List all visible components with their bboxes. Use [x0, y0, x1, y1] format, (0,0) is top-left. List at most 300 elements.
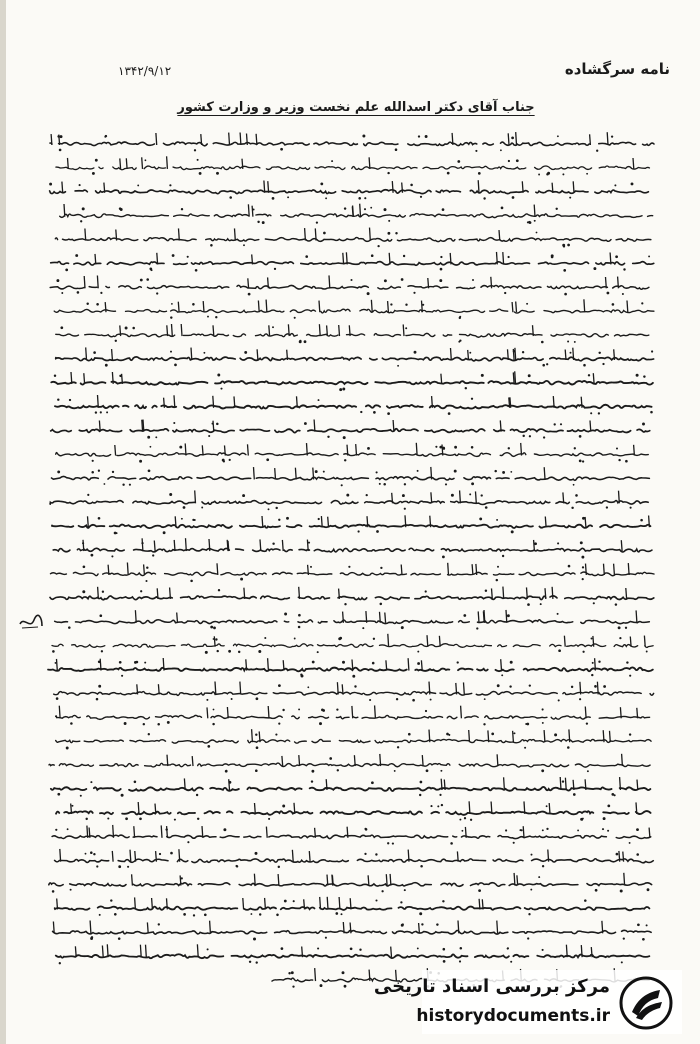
ink-dot [375, 899, 377, 901]
ink-dot [150, 446, 152, 448]
ink-dot [541, 341, 544, 344]
ink-stroke [401, 565, 402, 576]
ink-dot [543, 436, 545, 438]
ink-dot [527, 221, 529, 223]
ink-dot [472, 279, 474, 281]
ink-dot [598, 352, 600, 354]
ink-stroke [545, 517, 546, 528]
ink-dot [171, 303, 173, 305]
ink-dot [268, 818, 270, 820]
ink-dot [538, 876, 540, 878]
ink-dot [542, 722, 544, 724]
ink-dot [557, 542, 559, 544]
ink-stroke [630, 637, 631, 647]
ink-stroke [229, 133, 230, 145]
ink-dot [213, 626, 216, 629]
ink-dot [590, 412, 592, 414]
ink-stroke [102, 946, 103, 958]
ink-stroke [201, 134, 202, 145]
ink-stroke [636, 802, 637, 814]
ink-dot [294, 638, 296, 640]
ink-dot [364, 197, 366, 199]
ink-dot [299, 340, 302, 343]
ink-stroke [152, 898, 153, 909]
ink-stroke [295, 468, 296, 480]
ink-stroke [328, 517, 329, 528]
ink-stroke [380, 612, 381, 623]
ink-dot [54, 374, 56, 376]
ink-dot [528, 913, 530, 915]
ink-dot [57, 470, 60, 473]
ink-dot [208, 435, 210, 437]
ink-dot [478, 889, 481, 892]
ink-dot [554, 423, 556, 425]
ink-dot [485, 590, 487, 592]
handwritten-line [56, 166, 650, 170]
ink-stroke [260, 539, 261, 551]
ink-dot [529, 221, 532, 224]
ink-dot [367, 447, 370, 450]
ink-stroke [157, 588, 158, 599]
ink-stroke [393, 420, 394, 432]
ink-dot [286, 517, 289, 520]
ink-stroke [464, 682, 465, 694]
ink-stroke [552, 587, 553, 599]
ink-stroke [337, 682, 338, 694]
ink-stroke [252, 729, 253, 742]
ink-dot [557, 613, 559, 615]
ink-dot [98, 517, 101, 520]
ink-stroke [246, 659, 247, 670]
ink-dot [420, 781, 423, 784]
ink-stroke [491, 277, 492, 289]
ink-dot [460, 947, 463, 950]
ink-dot [526, 303, 528, 305]
ink-dot [323, 471, 325, 473]
ink-dot [258, 650, 261, 653]
ink-dot [85, 853, 87, 855]
ink-dot [316, 221, 318, 223]
ink-stroke [313, 468, 314, 480]
ink-stroke [516, 302, 517, 313]
watermark-url: historydocuments.ir [416, 1006, 610, 1026]
ink-dot [479, 517, 482, 520]
ink-dot [584, 899, 587, 902]
ink-dot [475, 150, 477, 152]
ink-dot [450, 842, 453, 845]
ink-dot [534, 542, 537, 545]
ink-dot [93, 351, 96, 354]
ink-dot [648, 255, 650, 257]
ink-dot [626, 661, 628, 663]
ink-dot [619, 637, 621, 639]
handwritten-line [49, 763, 650, 767]
ink-dot [556, 208, 558, 210]
ink-stroke [369, 970, 370, 982]
ink-stroke [164, 398, 165, 408]
ink-dot [575, 494, 578, 497]
ink-dot [568, 565, 571, 568]
ink-stroke [327, 325, 328, 336]
ink-dot [282, 805, 285, 808]
ink-dot [454, 446, 457, 449]
document-date: ۱۳۴۲/۹/۱۲ [118, 64, 172, 78]
ink-stroke [339, 325, 340, 336]
ink-dot [139, 817, 142, 820]
ink-dot [464, 817, 466, 819]
ink-stroke [503, 587, 504, 599]
ink-dot [70, 889, 72, 891]
ink-stroke [442, 445, 443, 456]
ink-stroke [135, 851, 136, 862]
ink-stroke [391, 947, 392, 958]
ink-dot [502, 471, 505, 474]
ink-stroke [248, 204, 249, 216]
ink-stroke [268, 658, 269, 670]
ink-dot [152, 554, 154, 556]
ink-dot [631, 182, 634, 185]
ink-stroke [514, 873, 515, 886]
ink-dot [558, 649, 561, 652]
ink-stroke [649, 516, 650, 528]
ink-dot [145, 159, 147, 161]
ink-dot [57, 793, 60, 796]
ink-stroke [352, 706, 353, 718]
ink-dot [204, 913, 207, 916]
ink-dot [187, 841, 189, 843]
ink-dot [235, 865, 237, 867]
ink-stroke [469, 730, 470, 742]
ink-stroke [100, 659, 101, 671]
ink-stroke [419, 923, 420, 933]
ink-dot [611, 793, 614, 796]
ink-dot [315, 470, 318, 473]
ink-stroke [371, 300, 372, 312]
ink-dot [82, 207, 85, 210]
ink-dot [144, 662, 146, 664]
margin-annotation [18, 612, 44, 636]
ink-dot [146, 566, 148, 568]
ink-stroke [534, 205, 535, 217]
ink-stroke [287, 350, 288, 360]
ink-dot [457, 160, 460, 163]
ink-stroke [628, 563, 629, 575]
ink-dot [243, 244, 245, 246]
ink-dot [630, 507, 632, 509]
ink-stroke [497, 921, 498, 934]
ink-stroke [614, 349, 615, 360]
ink-dot [105, 135, 107, 137]
ink-dot [404, 483, 406, 485]
ink-dot [110, 899, 112, 901]
ink-stroke [564, 636, 565, 647]
ink-dot [500, 149, 502, 151]
ink-dot [439, 279, 442, 282]
ink-dot [651, 350, 653, 352]
handwritten-line [48, 667, 653, 671]
ink-dot [629, 733, 631, 735]
ink-dot [569, 197, 571, 199]
ink-stroke [523, 826, 524, 838]
ink-dot [451, 494, 454, 497]
ink-dot [586, 173, 588, 175]
ink-dot [344, 459, 346, 461]
ink-stroke [144, 564, 145, 575]
ink-stroke [621, 540, 622, 551]
ink-stroke [354, 755, 355, 766]
ink-stroke [508, 133, 509, 145]
ink-dot [253, 938, 256, 941]
ink-dot [310, 566, 312, 568]
ink-dot [249, 961, 251, 963]
ink-stroke [590, 134, 591, 145]
ink-dot [413, 292, 415, 294]
ink-stroke [88, 516, 89, 527]
handwritten-line [42, 644, 653, 648]
ink-stroke [468, 350, 469, 360]
ink-dot [336, 708, 338, 710]
ink-dot [458, 341, 460, 343]
ink-stroke [244, 588, 245, 599]
ink-dot [562, 244, 565, 247]
ink-dot [288, 972, 290, 974]
ink-dot [264, 637, 266, 639]
ink-stroke [553, 396, 554, 408]
ink-stroke [491, 802, 492, 814]
ink-stroke [339, 897, 340, 909]
ink-dot [567, 341, 569, 343]
ink-dot [395, 148, 398, 151]
ink-dot [582, 460, 584, 462]
ink-dot [592, 662, 594, 664]
ink-dot [65, 269, 68, 272]
ink-stroke [636, 610, 637, 622]
ink-stroke [516, 132, 517, 145]
ink-stroke [210, 921, 211, 934]
ink-stroke [104, 183, 105, 193]
ink-dot [551, 254, 554, 257]
ink-dot [311, 780, 313, 782]
ink-dot [55, 829, 57, 831]
ink-dot [615, 255, 618, 258]
ink-stroke [84, 276, 85, 288]
ink-stroke [99, 421, 100, 432]
ink-dot [284, 900, 287, 903]
ink-dot [134, 661, 137, 664]
ink-stroke [264, 181, 265, 193]
ink-dot [80, 795, 82, 797]
ink-dot [366, 494, 368, 496]
ink-stroke [565, 778, 566, 790]
ink-stroke [573, 181, 574, 193]
ink-stroke [649, 828, 650, 838]
ink-stroke [389, 253, 390, 265]
ink-stroke [386, 874, 387, 885]
ink-dot [510, 961, 512, 963]
ink-dot [294, 317, 296, 319]
ink-dot [446, 733, 449, 736]
ink-dot [478, 172, 481, 175]
ink-dot [223, 460, 225, 462]
ink-dot [454, 470, 457, 473]
ink-stroke [130, 850, 131, 862]
ink-dot [571, 686, 573, 688]
ink-stroke [155, 804, 156, 814]
ink-stroke [85, 229, 86, 241]
ink-dot [101, 650, 103, 652]
ink-dot [278, 519, 280, 521]
ink-dot [471, 482, 474, 485]
ink-dot [461, 830, 463, 832]
ink-dot [103, 483, 105, 485]
ink-dot [125, 817, 128, 820]
ink-stroke [385, 613, 386, 623]
ink-dot [199, 172, 202, 175]
ink-dot [331, 160, 333, 162]
ink-stroke [266, 827, 267, 838]
handwritten-line [50, 501, 648, 505]
ink-dot [373, 638, 375, 640]
ink-dot [538, 174, 540, 176]
ink-dot [213, 709, 215, 711]
ink-dot [259, 913, 261, 915]
ink-dot [339, 388, 342, 391]
ink-dot [445, 483, 447, 485]
ink-dot [372, 662, 375, 665]
ink-dot [268, 508, 270, 510]
ink-dot [481, 494, 483, 496]
ink-dot [376, 530, 379, 533]
ink-stroke [380, 754, 381, 766]
ink-stroke [268, 277, 269, 288]
ink-dot [564, 293, 567, 296]
ink-dot [376, 471, 378, 473]
ink-stroke [619, 491, 620, 504]
ink-dot [255, 733, 257, 735]
ink-dot [593, 267, 596, 270]
ink-stroke [515, 371, 516, 384]
ink-stroke [585, 779, 586, 790]
ink-stroke [97, 276, 98, 289]
ink-dot [75, 254, 78, 257]
ink-stroke [422, 301, 423, 313]
ink-dot [616, 853, 619, 856]
ink-dot [390, 303, 392, 305]
ink-dot [365, 828, 368, 831]
ink-dot [542, 708, 544, 710]
ink-dot [287, 196, 289, 198]
ink-dot [301, 675, 304, 678]
document-label: نامه سرگشاده [564, 60, 670, 78]
ink-dot [119, 207, 122, 210]
ink-dot [509, 685, 511, 687]
ink-dot [96, 865, 98, 867]
ink-dot [546, 805, 548, 807]
handwritten-line [52, 476, 650, 480]
ink-dot [231, 698, 233, 700]
ink-dot [380, 603, 383, 606]
ink-dot [86, 302, 88, 304]
ink-dot [322, 709, 325, 712]
ink-dot [325, 937, 327, 939]
ink-stroke [431, 492, 432, 503]
ink-dot [229, 459, 231, 461]
ink-stroke [637, 708, 638, 719]
ink-dot [471, 398, 473, 400]
ink-dot [255, 769, 258, 772]
ink-stroke [408, 850, 409, 862]
ink-dot [502, 555, 504, 557]
ink-stroke [441, 779, 442, 790]
ink-stroke [429, 730, 430, 743]
ink-dot [516, 159, 519, 162]
ink-stroke [227, 707, 228, 718]
ink-dot [256, 961, 258, 963]
ink-dot [197, 818, 199, 820]
ink-dot [625, 627, 627, 629]
ink-dot [616, 447, 618, 449]
handwritten-line [56, 357, 654, 361]
ink-stroke [59, 135, 60, 145]
ink-dot [169, 493, 172, 496]
ink-dot [52, 890, 55, 893]
ink-stroke [283, 660, 284, 670]
ink-dot [304, 422, 307, 425]
ink-dot [485, 506, 488, 509]
ink-stroke [618, 277, 619, 289]
ink-stroke [302, 947, 303, 958]
ink-dot [621, 961, 623, 963]
ink-dot [395, 232, 397, 234]
ink-dot [541, 769, 544, 772]
ink-dot [496, 579, 498, 581]
ink-dot [507, 614, 510, 617]
ink-dot [344, 207, 346, 209]
ink-dot [311, 770, 314, 773]
ink-dot [642, 938, 645, 941]
ink-dot [530, 889, 532, 891]
ink-dot [206, 699, 208, 701]
ink-dot [225, 770, 227, 772]
handwritten-line [49, 715, 650, 719]
ink-dot [179, 446, 182, 449]
ink-dot [542, 829, 544, 831]
ink-stroke [158, 684, 159, 694]
ink-dot [417, 651, 419, 653]
ink-dot [459, 819, 461, 821]
ink-stroke [527, 587, 528, 599]
ink-dot [195, 269, 198, 272]
handwritten-line [55, 859, 654, 863]
ink-stroke [390, 874, 391, 886]
ink-dot [215, 316, 217, 318]
ink-dot [281, 947, 284, 950]
ink-dot [469, 352, 471, 354]
ink-dot [364, 853, 366, 855]
ink-dot [371, 254, 374, 257]
ink-dot [172, 254, 175, 257]
ink-stroke [299, 587, 300, 599]
ink-dot [420, 865, 423, 868]
ink-dot [527, 937, 529, 939]
handwritten-line [52, 835, 651, 839]
ink-dot [100, 292, 102, 294]
ink-stroke [135, 610, 136, 623]
ink-stroke [607, 132, 608, 145]
ink-stroke [256, 134, 257, 145]
ink-dot [392, 843, 394, 845]
ink-stroke [213, 325, 214, 336]
